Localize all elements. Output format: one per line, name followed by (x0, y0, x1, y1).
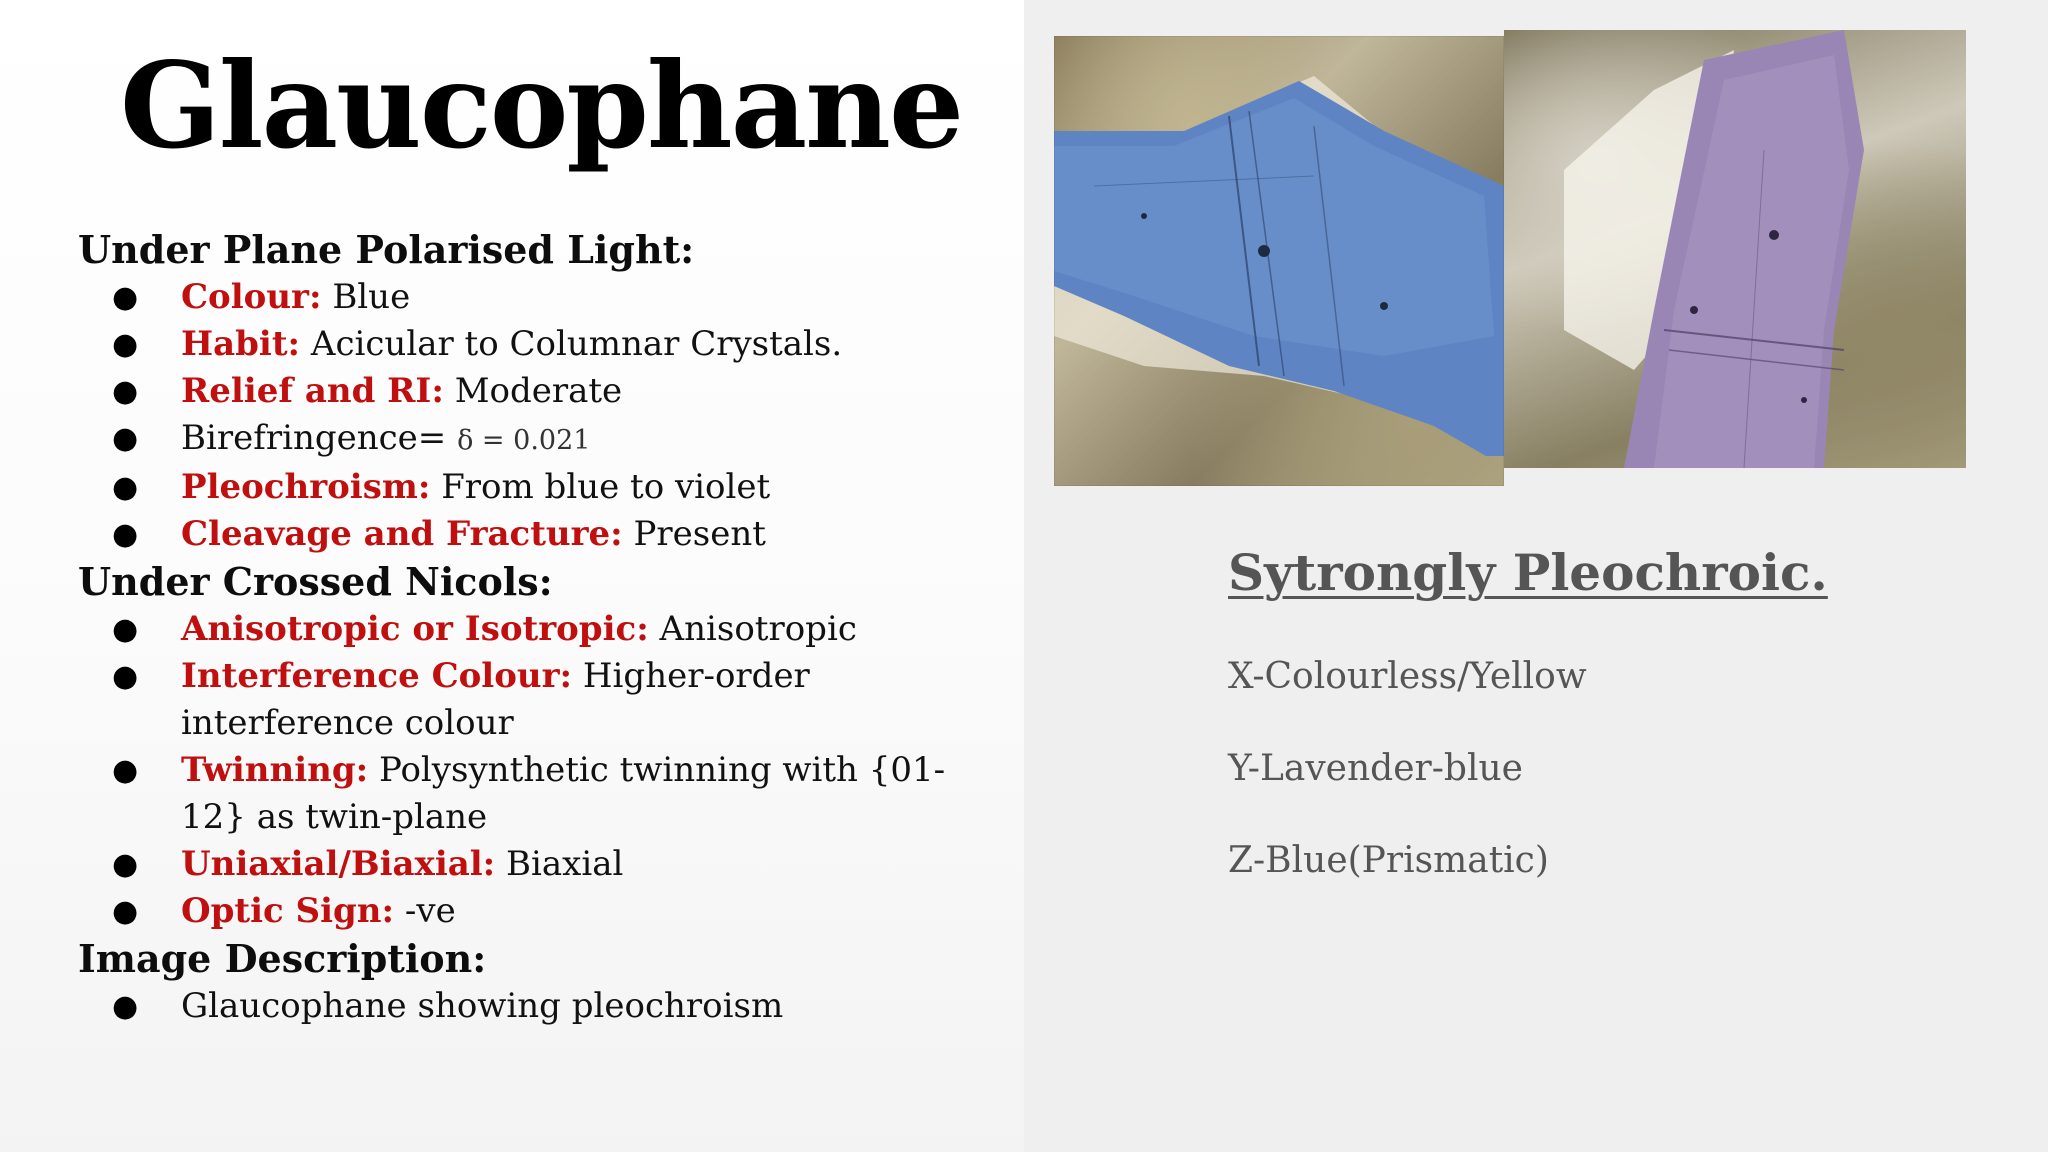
list-item (78, 274, 958, 321)
thin-section-photo-blue (1054, 36, 1504, 486)
ppl-list (78, 274, 958, 558)
crystal-blue-graphic (1054, 36, 1504, 486)
bullet-icon: ● (112, 659, 139, 694)
bullet-icon: ● (112, 753, 139, 788)
section-heading-ppl: Under Plane Polarised Light: (78, 227, 695, 272)
pleochroism-z: Z-Blue(Prismatic) (1228, 840, 1549, 881)
property-label: Habit: (181, 324, 301, 364)
property-value: Higher-order interference colour (181, 656, 810, 743)
list-item (78, 983, 958, 1030)
property-label: Interference Colour: (181, 656, 573, 696)
property-label: Optic Sign: (181, 891, 395, 931)
bullet-icon: ● (112, 517, 139, 552)
bullet-icon: ● (112, 989, 139, 1024)
list-item (78, 464, 958, 511)
crystal-violet-graphic (1504, 30, 1966, 468)
bullet-icon: ● (112, 280, 139, 315)
birefringence-value: δ = 0.021 (457, 425, 591, 456)
bullet-icon: ● (112, 612, 139, 647)
list-item (78, 653, 941, 747)
property-value: Anisotropic (648, 609, 857, 649)
pleochroism-x: X-Colourless/Yellow (1228, 656, 1587, 697)
property-value: -ve (394, 891, 456, 931)
list-item (78, 368, 958, 415)
property-value: Present (622, 514, 766, 554)
slide-title: Glaucophane (120, 36, 963, 175)
bullet-icon: ● (112, 470, 139, 505)
property-label: Colour: (181, 277, 322, 317)
property-value: Blue (321, 277, 411, 317)
property-value: From blue to violet (430, 467, 771, 507)
property-value: Acicular to Columnar Crystals. (300, 324, 843, 364)
thin-section-photo-violet (1504, 30, 1966, 468)
property-label: Cleavage and Fracture: (181, 514, 623, 554)
property-label: Uniaxial/Biaxial: (181, 844, 496, 884)
list-item (78, 511, 958, 558)
property-value: Moderate (443, 371, 623, 411)
property-label: Twinning: (181, 750, 369, 790)
property-value: Polysynthetic twinning with {01-12} as twin-plane (181, 750, 946, 837)
xpl-list (78, 606, 958, 935)
property-label: Pleochroism: (181, 467, 431, 507)
section-heading-image: Image Description: (78, 936, 487, 981)
properties-content (78, 226, 958, 1030)
list-item (78, 606, 958, 653)
bullet-icon: ● (112, 847, 139, 882)
pleochroism-y: Y-Lavender-blue (1228, 748, 1523, 789)
list-item (78, 747, 961, 841)
list-item (78, 888, 958, 935)
property-label: Relief and RI: (181, 371, 444, 411)
property-label: Anisotropic or Isotropic: (181, 609, 649, 649)
property-value: Biaxial (495, 844, 624, 884)
bullet-icon: ● (112, 327, 139, 362)
bullet-icon: ● (112, 894, 139, 929)
bullet-icon: ● (112, 374, 139, 409)
image-description-list (78, 983, 958, 1030)
pleochroism-title: Sytrongly Pleochroic. (1228, 543, 1828, 602)
list-item (78, 841, 958, 888)
section-heading-xpl: Under Crossed Nicols: (78, 559, 553, 604)
property-value: Birefringence= (181, 418, 458, 458)
list-item (78, 321, 958, 368)
list-item (78, 415, 958, 464)
property-value: Glaucophane showing pleochroism (181, 986, 784, 1026)
bullet-icon: ● (112, 421, 139, 456)
